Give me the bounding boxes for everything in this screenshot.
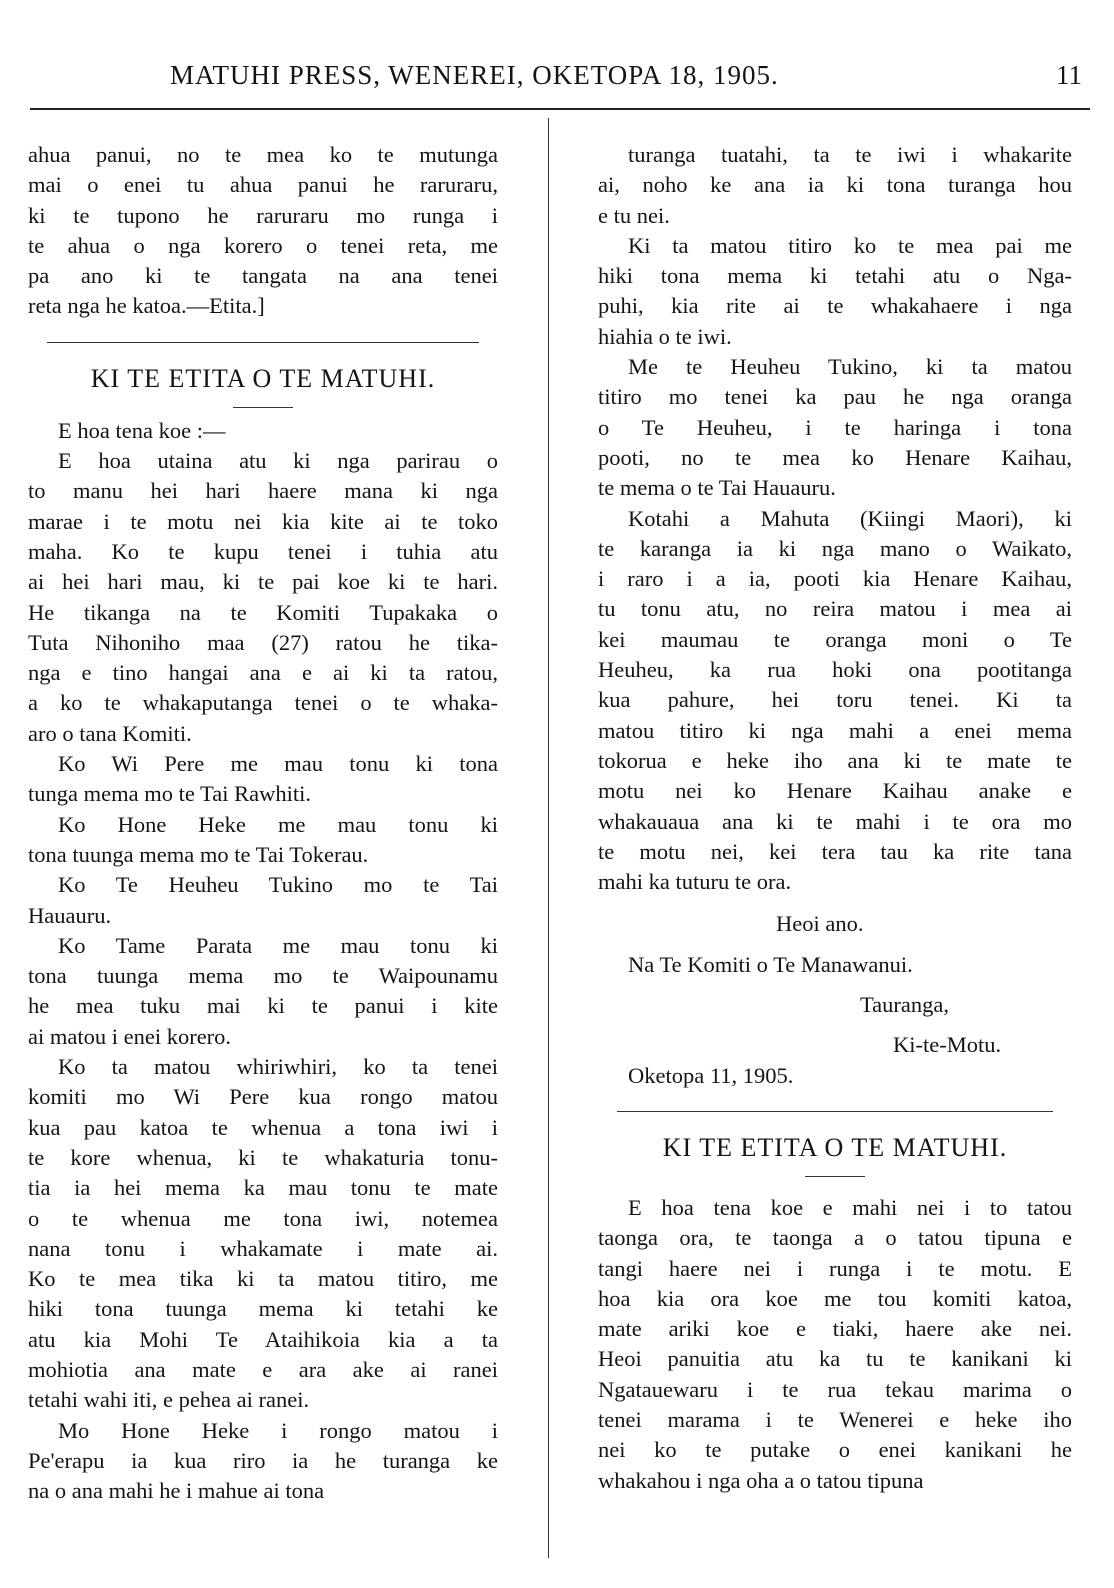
spacer: [598, 897, 1072, 909]
letter-paragraph-line: hiki tona mema ki tetahi atu o Nga-: [598, 263, 1072, 289]
letter-paragraph-line: mohiotia ana mate e ara ake ai ranei: [28, 1356, 498, 1382]
letter-paragraph-line: Mo Hone Heke i rongo matou i: [58, 1417, 498, 1443]
letter-paragraph-line: marae i te motu nei kia kite ai te toko: [28, 508, 498, 534]
intro-line: reta nga he katoa.—Etita.]: [28, 293, 265, 319]
header-rule: [30, 108, 1090, 110]
letter-paragraph-line: Tuta Nihoniho maa (27) ratou he tika-: [28, 629, 498, 655]
letter-paragraph-line: tunga mema mo te Tai Rawhiti.: [28, 781, 311, 807]
letter-paragraph-line: nei ko te putake o enei kanikani he: [598, 1437, 1072, 1463]
letter-paragraph-line: he mea tuku mai ki te panui i kite: [28, 993, 498, 1019]
heading-rule: [233, 407, 293, 408]
newspaper-masthead: MATUHI PRESS, WENEREI, OKETOPA 18, 1905.: [170, 60, 779, 90]
spacer: [598, 1020, 1072, 1030]
letter-paragraph-line: hiki tona tuunga mema ki tetahi ke: [28, 1296, 498, 1322]
spacer: [598, 1185, 1072, 1193]
letter-paragraph-line: mate ariki koe e tiaki, haere ake nei.: [598, 1316, 1072, 1342]
letter-paragraph-line: He tikanga na te Komiti Tupakaka o: [28, 599, 498, 625]
letter-paragraph-line: tona tuunga mema mo te Waipounamu: [28, 963, 498, 989]
place-text: Tauranga,: [860, 992, 950, 1018]
intro-line: mai o enei tu ahua panui he raruraru,: [28, 172, 498, 198]
letter-paragraph-line: Hauauru.: [28, 902, 112, 928]
letter-paragraph-line: tenei marama i te Wenerei e heke iho: [598, 1406, 1072, 1432]
page-header: [30, 60, 1090, 100]
heading-rule: [805, 1176, 865, 1177]
intro-line: pa ano ki te tangata na ana tenei: [28, 263, 498, 289]
section-rule: [47, 342, 479, 343]
letter-paragraph-line: Heuheu, ka rua hoki ona pootitanga: [598, 657, 1072, 683]
letter-paragraph-line: te kore whenua, ki te whakaturia tonu-: [28, 1144, 498, 1170]
intro-line: ahua panui, no te mea ko te mutunga: [28, 142, 498, 167]
letter-paragraph-line: matou titiro ki nga mahi a enei mema: [598, 717, 1072, 743]
section-rule: [617, 1111, 1053, 1112]
letter-paragraph-line: e tu nei.: [598, 202, 670, 228]
letter-paragraph-line: kei maumau te oranga moni o Te: [598, 626, 1072, 652]
letter-paragraph-line: o Te Heuheu, i te haringa i tona: [598, 414, 1072, 440]
letter-paragraph-line: hoa kia ora koe me tou komiti katoa,: [598, 1285, 1072, 1311]
letter-paragraph-line: kua pahure, hei toru tenei. Ki ta: [598, 687, 1072, 713]
letter-paragraph-line: tangi haere nei i runga i te motu. E: [598, 1255, 1072, 1281]
right-column: [598, 140, 1072, 1496]
letter-paragraph-line: te karanga ia ki nga mano o Waikato,: [598, 535, 1072, 561]
letter-paragraph-line: atu kia Mohi Te Ataihikoia kia a ta: [28, 1326, 498, 1352]
date-text: Oketopa 11, 1905.: [628, 1062, 794, 1088]
letter-paragraph-line: E hoa tena koe :—: [58, 417, 226, 443]
left-column: [28, 140, 498, 1506]
letter-paragraph-line: te mema o te Tai Hauauru.: [598, 475, 836, 501]
letter-paragraph-line: Ko Wi Pere me mau tonu ki tona: [58, 751, 498, 777]
letter-paragraph-line: tia ia hei mema ka mau tonu te mate: [28, 1175, 498, 1201]
letter-paragraph-line: na o ana mahi he i mahue ai tona: [28, 1478, 325, 1504]
intro-line: te ahua o nga korero o tenei reta, me: [28, 232, 498, 258]
column-divider: [548, 118, 549, 1558]
closing-text: Heoi ano.: [776, 911, 864, 937]
letter-paragraph-line: E hoa tena koe e mahi nei i to tatou: [628, 1194, 1072, 1220]
letter-paragraph-line: tona tuunga mema mo te Tai Tokerau.: [28, 841, 369, 867]
letter-paragraph-line: Ko Te Heuheu Tukino mo te Tai: [58, 872, 498, 898]
letter-paragraph-line: kua pau katoa te whenua a tona iwi i: [28, 1114, 498, 1140]
letter-paragraph-line: Ko te mea tika ki ta matou titiro, me: [28, 1266, 498, 1292]
letter-paragraph-line: Ngatauewaru i te rua tekau marima o: [598, 1376, 1072, 1402]
spacer: [598, 940, 1072, 950]
letter-paragraph-line: E hoa utaina atu ki nga parirau o: [58, 448, 498, 474]
letter-paragraph-line: turanga tuatahi, ta te iwi i whakarite: [628, 142, 1072, 167]
letter-paragraph-line: motu nei ko Henare Kaihau anake e: [598, 778, 1072, 804]
letter-paragraph-line: whakahou i nga oha a o tatou tipuna: [598, 1467, 924, 1493]
letter-paragraph-line: whakauaua ana ki te mahi i te ora mo: [598, 808, 1072, 834]
spacer: [598, 980, 1072, 990]
letter-paragraph-line: Pe'erapu ia kua riro ia he turanga ke: [28, 1447, 498, 1473]
letter-paragraph-line: nana tonu i whakamate i mate ai.: [28, 1235, 498, 1261]
letter-paragraph-line: tu tonu atu, no reira matou i mea ai: [598, 596, 1072, 622]
letter-paragraph-line: i raro i a ia, pooti kia Henare Kaihau,: [598, 566, 1072, 592]
letter-paragraph-line: nga e tino hangai ana e ai ki ta ratou,: [28, 660, 498, 686]
letter-paragraph-line: Ko Tame Parata me mau tonu ki: [58, 932, 498, 958]
letter-paragraph-line: komiti mo Wi Pere kua rongo matou: [28, 1084, 498, 1110]
letter-paragraph-line: Ki ta matou titiro ko te mea pai me: [628, 232, 1072, 258]
signature-text: Na Te Komiti o Te Manawanui.: [628, 951, 913, 977]
letter-paragraph-line: hiahia o te iwi.: [598, 323, 732, 349]
page-number: 11: [1056, 60, 1082, 90]
letter-paragraph-line: tokorua e heke iho ana ki te mate te: [598, 747, 1072, 773]
letter-paragraph-line: puhi, kia rite ai te whakahaere i nga: [598, 293, 1072, 319]
letter-paragraph-line: Me te Heuheu Tukino, ki ta matou: [628, 354, 1072, 380]
intro-line: ki te tupono he raruraru mo runga i: [28, 202, 498, 228]
place-text: Ki-te-Motu.: [893, 1032, 1002, 1058]
letter-paragraph-line: titiro mo tenei ka pau he nga oranga: [598, 384, 1072, 410]
letter-heading: KI TE ETITA O TE MATUHI.: [662, 1132, 1008, 1162]
letter-paragraph-line: Kotahi a Mahuta (Kiingi Maori), ki: [628, 505, 1072, 531]
letter-paragraph-line: te motu nei, kei tera tau ka rite tana: [598, 838, 1072, 864]
letter-paragraph-line: to manu hei hari haere mana ki nga: [28, 478, 498, 504]
letter-paragraph-line: a ko te whakaputanga tenei o te whaka-: [28, 690, 498, 716]
letter-paragraph-line: maha. Ko te kupu tenei i tuhia atu: [28, 538, 498, 564]
letter-paragraph-line: taonga ora, te taonga a o tatou tipuna e: [598, 1225, 1072, 1251]
letter-paragraph-line: mahi ka tuturu te ora.: [598, 869, 792, 895]
letter-paragraph-line: tetahi wahi iti, e pehea ai ranei.: [28, 1387, 310, 1413]
letter-paragraph-line: aro o tana Komiti.: [28, 720, 192, 746]
letter-paragraph-line: ai matou i enei korero.: [28, 1023, 232, 1049]
letter-paragraph-line: o te whenua me tona iwi, notemea: [28, 1205, 498, 1231]
letter-paragraph-line: ai hei hari mau, ki te pai koe ki te hari.: [28, 569, 498, 595]
letter-paragraph-line: Ko ta matou whiriwhiri, ko ta tenei: [58, 1054, 498, 1080]
letter-paragraph-line: Ko Hone Heke me mau tonu ki: [58, 811, 498, 837]
letter-heading: KI TE ETITA O TE MATUHI.: [90, 363, 436, 393]
letter-paragraph-line: pooti, no te mea ko Henare Kaihau,: [598, 444, 1072, 470]
letter-paragraph-line: Heoi panuitia atu ka tu te kanikani ki: [598, 1346, 1072, 1372]
letter-paragraph-line: ai, noho ke ana ia ki tona turanga hou: [598, 172, 1072, 198]
